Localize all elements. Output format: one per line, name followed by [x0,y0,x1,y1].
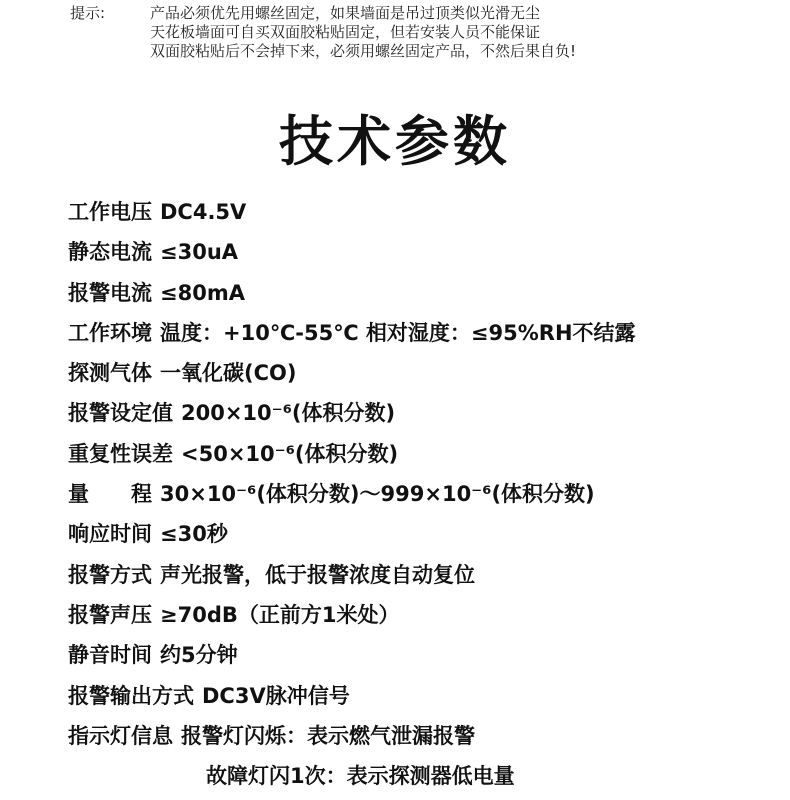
notice-line: 双面胶粘贴后不会掉下来，必须用螺丝固定产品，不然后果自负! [150,42,577,60]
spec-value: 200×10⁻⁶(体积分数) [181,401,396,426]
spec-row-output [68,676,783,716]
spec-label: 探测气体 [68,361,152,386]
spec-value: 约5分钟 [160,643,238,668]
notice-label: 提示: [70,4,106,22]
spec-row-alarm-mode [68,555,783,595]
spec-label: 响应时间 [68,522,152,547]
spec-label: 重复性误差 [68,441,173,466]
spec-label: 静音时间 [68,643,152,668]
spec-value: 30×10⁻⁶(体积分数)～999×10⁻⁶(体积分数) [160,482,595,507]
spec-row-repeatability [68,434,783,474]
spec-value: ≥70dB（正前方1米处） [160,602,400,627]
spec-row-range [68,474,783,514]
spec-value: ≤30uA [160,240,239,265]
spec-label: 工作环境 [68,320,152,345]
spec-row-mute-time [68,635,783,675]
spec-label: 量 程 [68,482,152,507]
spec-row-static-current [68,232,783,272]
spec-row-alarm-current [68,273,783,313]
spec-label: 报警声压 [68,602,152,627]
spec-label: 报警方式 [68,562,152,587]
spec-value: DC4.5V [160,200,247,224]
spec-value: ≤80mA [160,280,245,305]
notice-line: 天花板墙面可自买双面胶粘贴固定，但若安装人员不能保证 [150,23,541,41]
spec-value: 一氧化碳(CO) [160,361,297,386]
spec-row-voltage [68,192,783,232]
spec-row-indicator [68,716,783,756]
spec-row-response-time [68,514,783,554]
spec-value: 故障灯闪1次：表示探测器低电量 [206,764,515,789]
spec-row-indicator-continued [68,756,783,796]
spec-row-setpoint [68,393,783,433]
notice-text [150,4,576,61]
spec-value: 声光报警，低于报警浓度自动复位 [160,562,475,587]
spec-row-environment [68,313,783,353]
spec-value: 温度：+10℃-55℃ 相对湿度：≤95%RH不结露 [160,320,636,345]
spec-value: 报警灯闪烁：表示燃气泄漏报警 [181,723,475,748]
spec-label: 工作电压 [68,200,152,224]
spec-row-sound-pressure [68,595,783,635]
spec-label: 静态电流 [68,240,152,265]
page-title: 技术参数 [279,110,511,173]
spec-label: 报警设定值 [68,401,173,426]
spec-row-gas [68,353,783,393]
notice-line: 产品必须优先用螺丝固定，如果墙面是吊过顶类似光滑无尘 [150,4,541,22]
spec-value: ≤30秒 [160,522,228,547]
spec-list [68,192,783,796]
spec-label: 报警输出方式 [68,683,194,708]
spec-value: <50×10⁻⁶(体积分数) [181,441,399,466]
spec-label: 指示灯信息 [68,723,173,748]
spec-value: DC3V脉冲信号 [202,683,350,708]
spec-label: 报警电流 [68,280,152,305]
